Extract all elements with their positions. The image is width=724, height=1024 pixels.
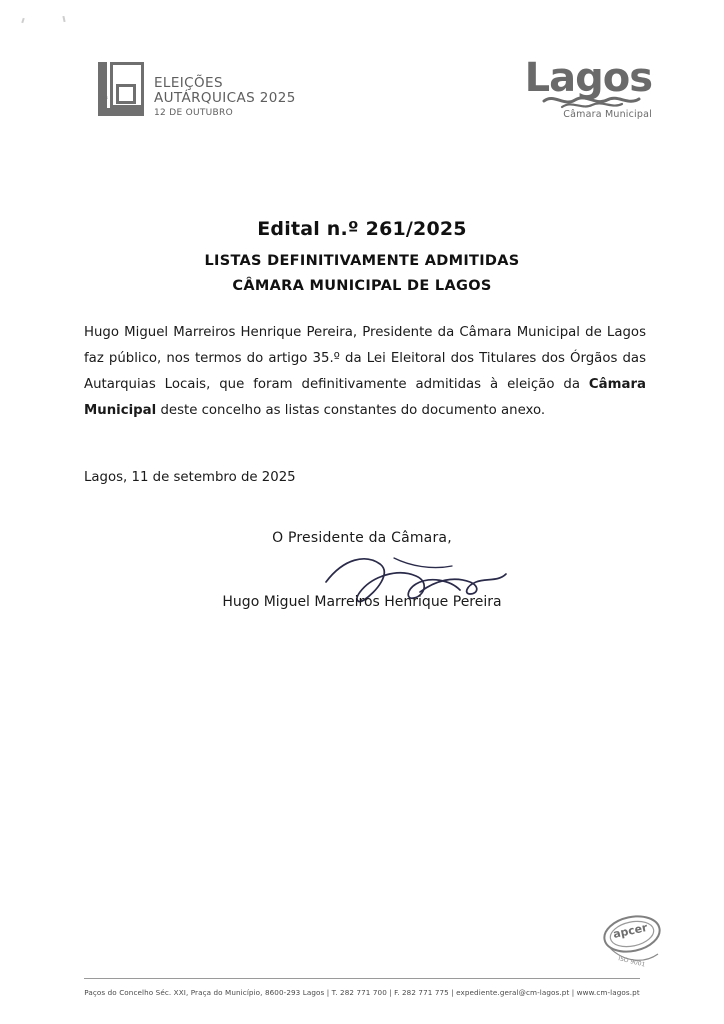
municipality-subtitle: Câmara Municipal xyxy=(563,109,652,120)
body-paragraph-part-2: deste concelho as listas constantes do documento anexo. xyxy=(156,403,546,418)
svg-text:apcer: apcer xyxy=(611,921,649,941)
body-paragraph-emphasis: Câmara Municipal xyxy=(84,377,646,418)
footer-contact-info: Paços do Concelho Séc. XXI, Praça do Município, 8600-293 Lagos | T. 282 771 700 | F. 282 771 775 | expediente.geral@cm-lagos.pt | www.cm-lagos.pt xyxy=(84,988,640,997)
place-and-date: Lagos, 11 de setembro de 2025 xyxy=(84,470,296,485)
document-subtitle-1: LISTAS DEFINITIVAMENTE ADMITIDAS xyxy=(204,253,520,269)
scan-artifact xyxy=(21,18,24,23)
elections-logo-line1: ELEIÇÕES xyxy=(154,75,223,91)
footer-divider xyxy=(84,978,640,979)
page-title: Edital n.º 261/2025 xyxy=(257,218,467,240)
svg-text:ISO 9001: ISO 9001 xyxy=(617,955,646,968)
municipality-wordmark: Lagos xyxy=(524,55,652,101)
apcer-certification-icon xyxy=(596,908,668,968)
elections-logo xyxy=(96,62,296,120)
elections-logo-mark-tick: lgs xyxy=(100,95,109,101)
elections-logo-line2: AUTÁRQUICAS 2025 xyxy=(154,90,296,107)
elections-logo-line3: 12 DE OUTUBRO xyxy=(154,108,233,119)
elections-monument-icon xyxy=(96,62,146,120)
body-paragraph xyxy=(84,320,646,424)
body-paragraph-part-1: Hugo Miguel Marreiros Henrique Pereira, Presidente da Câmara Municipal de Lagos faz público, nos termos do artigo 35.º da Lei Eleitoral dos Titulares dos Órgãos das Autarquias Locais, que foram definitivamente admitidas à eleição da xyxy=(84,325,646,392)
document-subtitle-2: CÂMARA MUNICIPAL DE LAGOS xyxy=(232,278,492,294)
municipality-logo xyxy=(524,55,652,120)
signature-name: Hugo Miguel Marreiros Henrique Pereira xyxy=(222,594,502,610)
wave-icon xyxy=(525,94,652,108)
document-header xyxy=(0,55,724,138)
scan-artifact xyxy=(62,16,65,22)
signature-title: O Presidente da Câmara, xyxy=(272,530,452,546)
